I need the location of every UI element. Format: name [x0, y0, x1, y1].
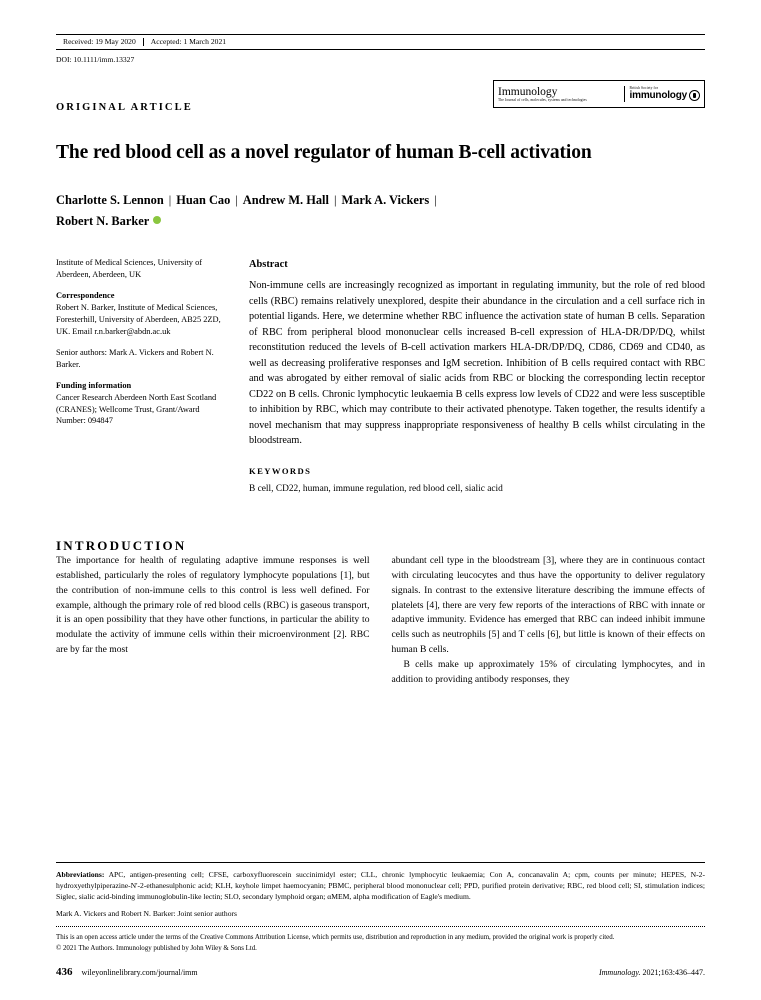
institute-text: Institute of Medical Sciences, University of Aberdeen, Aberdeen, UK: [56, 258, 203, 280]
received-date: Received: 19 May 2020: [63, 37, 136, 47]
footer-dotted-rule: [56, 926, 705, 927]
abstract-heading: Abstract: [249, 259, 288, 271]
journal-name: Immunology: [498, 85, 558, 98]
body-column-left: [56, 554, 370, 688]
author-1[interactable]: Charlotte S. Lennon: [56, 193, 164, 208]
copyright-text: © 2021 The Authors. Immunology published by John Wiley & Sons Ltd.: [56, 944, 257, 952]
citation-journal: Immunology.: [598, 968, 641, 977]
author-list: [56, 190, 705, 231]
citation-rest: 2021;163:436–447.: [642, 968, 705, 977]
funding-text: Cancer Research Aberdeen North East Scotland (CRANES); Wellcome Trust, Grant/Award Number: 094847: [56, 392, 217, 426]
affiliation-abstract-row: [56, 257, 705, 496]
intro-paragraph-3: B cells make up approximately 15% of circulating lymphocytes, and in addition to providing antibody responses, they: [391, 659, 705, 685]
society-brand: [630, 90, 700, 101]
license-text: This is an open access article under the terms of the Creative Commons Attribution License, which permits use, distribution and reproduction in any medium, provided the original work is properly cited.: [56, 934, 615, 942]
abbreviations-block: [56, 869, 705, 902]
footer-rule: [56, 862, 705, 863]
article-type-logo-row: [56, 80, 705, 113]
journal-logo-left: [498, 86, 625, 103]
intro-paragraph-2: abundant cell type in the bloodstream [3], where they are in continuous contact with circulating leucocytes and thus have the opportunity to deliver regulatory signals. In contrast to the extensive literature describing the immune effects of platelets [4], there are very few reports of the interactions of RBC with innate or adaptive immunity. Evidence has emerged that RBC can indeed inhibit immune cells such as neutrophils [5] and T cells [6], but little is known of their effects on human B cells.: [391, 554, 705, 656]
article-type-label: ORIGINAL ARTICLE: [56, 102, 193, 113]
abstract-column: [228, 257, 705, 496]
page-title: The red blood cell as a novel regulator of human B-cell activation: [56, 142, 592, 163]
journal-logo-right: [625, 87, 700, 102]
introduction-heading: INTRODUCTION: [56, 537, 187, 553]
author-separator: |: [235, 193, 238, 208]
intro-paragraph-1: The importance for health of regulating adaptive immune responses is well established, particularly the roles of regulatory lymphocyte populations [1], but the contribution of non-immune cells to this control is less well defined. For example, although the primary role of red blood cells (RBC) is gaseous transport, it is an open possibility that they have other functions, in particular the ability to modulate the activity of immune cells within their microenvironment [2]. RBC are by far the most: [56, 554, 370, 656]
society-brand-text: immunology: [629, 89, 687, 101]
keywords-text: B cell, CD22, human, immune regulation, red blood cell, sialic acid: [249, 483, 503, 494]
author-4[interactable]: Mark A. Vickers: [341, 193, 430, 208]
page-number: 436: [56, 966, 73, 978]
author-separator: |: [333, 193, 337, 208]
keywords-heading: KEYWORDS: [249, 465, 312, 476]
senior-authors-text: Senior authors: Mark A. Vickers and Robert N. Barker.: [56, 347, 214, 369]
body-column-right: [392, 554, 706, 688]
correspondence-text: Robert N. Barker, Institute of Medical Sciences, Foresterhill, University of Aberdeen, AB25 2ZD, UK. Email r.n.barker@abdn.ac.uk: [56, 303, 221, 336]
journal-logo: [493, 80, 705, 108]
body-columns: [56, 554, 705, 688]
abbreviations-text: APC, antigen-presenting cell; CFSE, carboxyfluorescein succinimidyl ester; CLL, chronic lymphocytic leukaemia; Con A, concanavalin A; cpm, counts per minute; HEPES, N-2-hydroxyethylpiperazine-N'-2-ethanesulphonic acid; KLH, keyhole limpet haemocyanin; PBMC, peripheral blood mononuclear cell; PPD, purified protein derivative; RBC, red blood cell; SI, stimulation indices; Siglec, sialic acid-binding immunoglobulin-like lectin; SLO, secondary lymphoid organ; αMEM, alpha modification of Eagle's medium.: [56, 870, 705, 902]
correspondence-heading: Correspondence: [56, 291, 115, 301]
doi-line: DOI: 10.1111/imm.13327: [56, 55, 135, 64]
author-3[interactable]: Andrew M. Hall: [242, 193, 329, 208]
footer-left: [56, 966, 198, 978]
affiliation-column: [56, 257, 228, 496]
accepted-date: Accepted: 1 March 2021: [143, 38, 233, 46]
journal-subtitle: The Journal of cells, molecules, systems and technologies: [498, 97, 587, 102]
author-separator: |: [434, 193, 437, 208]
footer-citation: [599, 968, 705, 977]
joint-authors-note: Mark A. Vickers and Robert N. Barker: Joint senior authors: [56, 909, 237, 919]
author-5[interactable]: Robert N. Barker: [56, 213, 150, 228]
orcid-icon[interactable]: [153, 216, 161, 224]
abbreviations-label: Abbreviations:: [56, 870, 105, 880]
society-label: British Society for: [629, 85, 658, 90]
page-footer: [56, 862, 705, 978]
journal-url[interactable]: wileyonlinelibrary.com/journal/imm: [81, 968, 198, 977]
abstract-text: Non-immune cells are increasingly recognized as important in regulating immunity, but the role of red blood cells (RBC) remains relatively unexplored, despite their abundance in the circulation and a cell surface rich in potential ligands. Here, we determine whether RBC influence the activation state of human B cells. Separation of RBC from peripheral blood mononuclear cells increased B-cell expression of HLA-DR/DP/DQ, whilst reconstitution reduced the levels of B-cell activation markers HLA-DR/DP/DQ, CD86, CD69 and CD40, as well as decreasing proliferative responses and IgM secretion. Inhibition of B cells required contact with RBC and was abrogated by either removal of sialic acids from RBC or blocking the corresponding lectin receptor CD22 on B cells. Chronic lymphocytic leukaemia B cells express low levels of CD22 and were less susceptible to inhibition by RBC, which may contribute to their activated phenotype. Taken together, the results identify a novel mechanism that may suppress inappropriate responsiveness of healthy B cells whilst circulating in the bloodstream.: [249, 280, 705, 447]
author-2[interactable]: Huan Cao: [176, 193, 231, 208]
author-separator: |: [168, 193, 172, 208]
received-accepted-bar: [56, 34, 705, 50]
funding-heading: Funding information: [56, 380, 132, 390]
footer-bottom-row: [56, 966, 705, 978]
society-mark-icon: [689, 90, 700, 101]
